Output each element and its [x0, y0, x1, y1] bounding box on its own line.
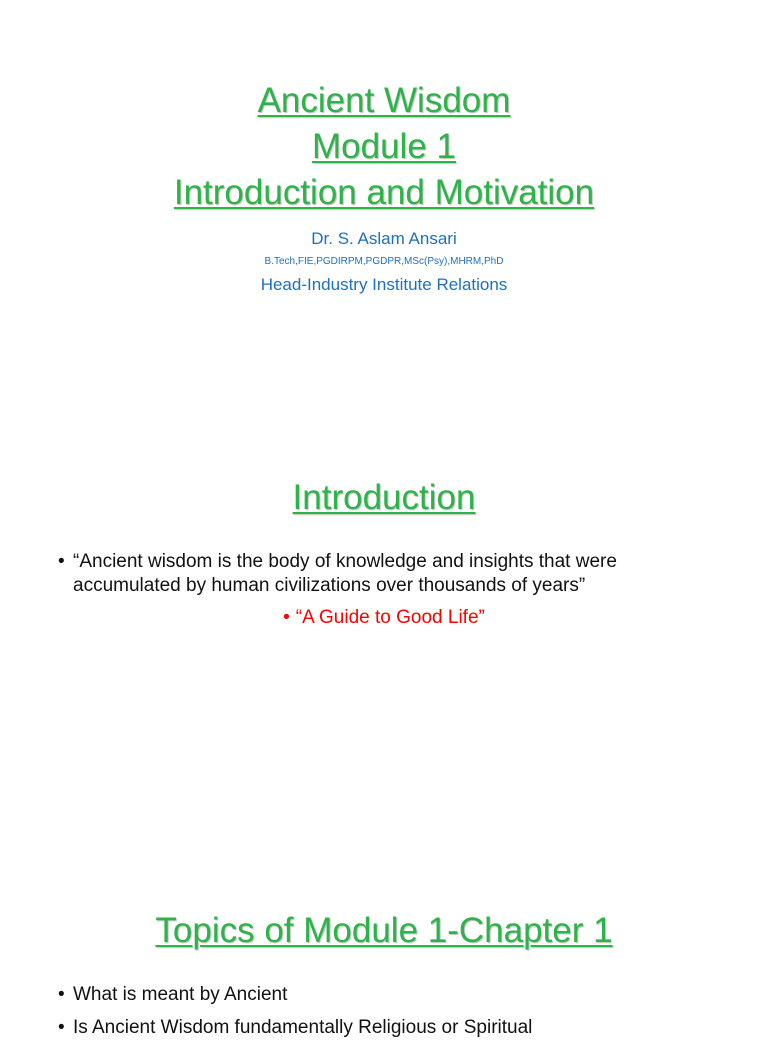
- slide-topics: [0, 908, 768, 954]
- topics-title: Topics of Module 1-Chapter 1: [155, 911, 613, 950]
- intro-bullet-line-2: accumulated by human civilizations over thousands of years”: [73, 575, 586, 596]
- sub-bullet-marker: •: [283, 607, 290, 628]
- author-name: Dr. S. Aslam Ansari: [311, 229, 457, 248]
- intro-bullet-list: [58, 550, 733, 598]
- author-role: Head-Industry Institute Relations: [260, 275, 508, 294]
- topic-item: [58, 1016, 753, 1040]
- topics-bullet-list: [58, 983, 753, 1040]
- author-credentials: B.Tech,FIE,PGDIRPM,PGDPR,MSc(Psy),MHRM,PhD: [264, 256, 504, 267]
- bullet-marker: •: [58, 984, 65, 1005]
- title-line-1: Ancient Wisdom: [257, 81, 511, 120]
- intro-bullet: [58, 550, 733, 598]
- intro-bullet-line-1: “Ancient wisdom is the body of knowledge and insights that were: [73, 551, 617, 572]
- slide-introduction: [0, 475, 768, 521]
- sub-bullet: [0, 606, 768, 630]
- bullet-marker: •: [58, 1017, 65, 1038]
- title-line-3: Introduction and Motivation: [173, 173, 595, 212]
- bullet-marker: •: [58, 551, 65, 572]
- title-line-2: Module 1: [312, 127, 456, 166]
- author-block: [0, 229, 768, 295]
- slide-title: [0, 78, 768, 216]
- intro-title: Introduction: [292, 478, 476, 517]
- topic-item-text: Is Ancient Wisdom fundamentally Religious or Spiritual: [73, 1017, 533, 1038]
- topic-item: [58, 983, 753, 1007]
- sub-bullet-text: “A Guide to Good Life”: [295, 607, 485, 628]
- topic-item-text: What is meant by Ancient: [73, 984, 288, 1005]
